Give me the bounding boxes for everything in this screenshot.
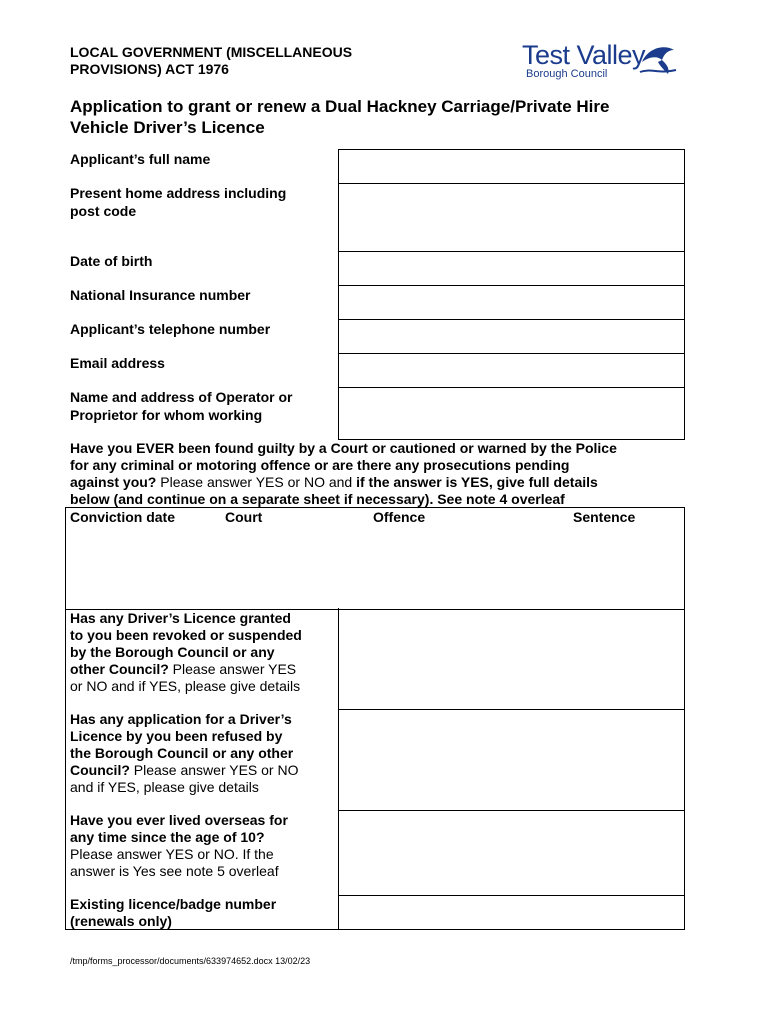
address-field[interactable] [338,183,685,253]
existing-q-line-2: (renewals only) [70,913,172,929]
logo-name: Test Valley [522,40,646,70]
revoked-question [70,610,336,695]
revoked-q-line-5: or NO and if YES, please give details [70,678,301,694]
ni-field[interactable] [338,285,685,321]
questions-table [65,608,685,930]
revoked-q-line-1: Has any Driver’s Licence granted [70,610,291,626]
act-heading-line-2: PROVISIONS) ACT 1976 [70,61,229,77]
ni-label: National Insurance number [70,287,251,303]
overseas-answer-field[interactable] [339,811,684,895]
address-label-line-2: post code [70,203,137,219]
convictions-q-line-3b: Please answer YES or NO and [156,474,357,490]
revoked-q-line-4b: Please answer YES [168,661,297,677]
refused-q-line-2: Licence by you been refused by [70,728,283,744]
revoked-answer-field[interactable] [339,608,684,709]
existing-licence-field[interactable] [339,896,684,929]
convictions-question [70,440,690,508]
page-title-line-1: Application to grant or renew a Dual Hackney Carriage/Private Hire [70,97,610,116]
revoked-q-line-3: by the Borough Council or any [70,644,275,660]
existing-licence-question [70,896,336,930]
overseas-q-line-2: any time since the age of 10? [70,829,265,845]
overseas-question [70,812,336,880]
operator-label [70,388,330,424]
overseas-q-line-1: Have you ever lived overseas for [70,812,288,828]
dolphin-icon [638,42,678,78]
phone-field[interactable] [338,319,685,355]
refused-q-line-4a: Council? [70,762,130,778]
col-offence: Offence [373,509,426,525]
revoked-q-line-4a: other Council? [70,661,169,677]
col-conviction-date: Conviction date [70,509,176,525]
refused-q-line-5: and if YES, please give details [70,779,259,795]
page-title-line-2: Vehicle Driver’s Licence [70,118,265,137]
col-sentence: Sentence [573,509,636,525]
convictions-q-line-3a: against you? [70,474,157,490]
logo-sub: Borough Council [526,68,608,80]
operator-field[interactable] [338,387,685,440]
convictions-q-line-4: below (and continue on a separate sheet if necessary). See note 4 overleaf [70,491,565,507]
email-label: Email address [70,355,165,371]
refused-q-line-1: Has any application for a Driver’s [70,711,292,727]
phone-label: Applicant’s telephone number [70,321,271,337]
address-label [70,184,330,220]
refused-answer-field[interactable] [339,710,684,810]
footer-path: /tmp/forms_processor/documents/633974652.docx 13/02/23 [70,956,311,966]
refused-q-line-3: the Borough Council or any other [70,745,294,761]
convictions-q-line-3c: if the answer is YES, give full details [356,474,598,490]
overseas-q-line-3: Please answer YES or NO. If the [70,846,274,862]
address-label-line-1: Present home address including [70,185,287,201]
col-court: Court [225,509,263,525]
operator-label-line-1: Name and address of Operator or [70,389,293,405]
revoked-q-line-2: to you been revoked or suspended [70,627,302,643]
test-valley-logo [520,40,680,84]
convictions-q-line-1: Have you EVER been found guilty by a Court or cautioned or warned by the Police [70,440,617,456]
refused-question [70,711,336,796]
dob-field[interactable] [338,251,685,287]
email-field[interactable] [338,353,685,389]
existing-q-line-1: Existing licence/badge number [70,896,277,912]
full-name-label: Applicant’s full name [70,151,211,167]
page-title [70,96,690,138]
operator-label-line-2: Proprietor for whom working [70,407,263,423]
refused-q-line-4b: Please answer YES or NO [129,762,299,778]
convictions-q-line-2: for any criminal or motoring offence or are there any prosecutions pending [70,457,570,473]
overseas-q-line-4: answer is Yes see note 5 overleaf [70,863,279,879]
act-heading-line-1: LOCAL GOVERNMENT (MISCELLANEOUS [70,44,353,60]
convictions-table[interactable] [65,507,685,610]
dob-label: Date of birth [70,253,153,269]
full-name-field[interactable] [338,149,685,185]
act-heading [70,44,352,78]
